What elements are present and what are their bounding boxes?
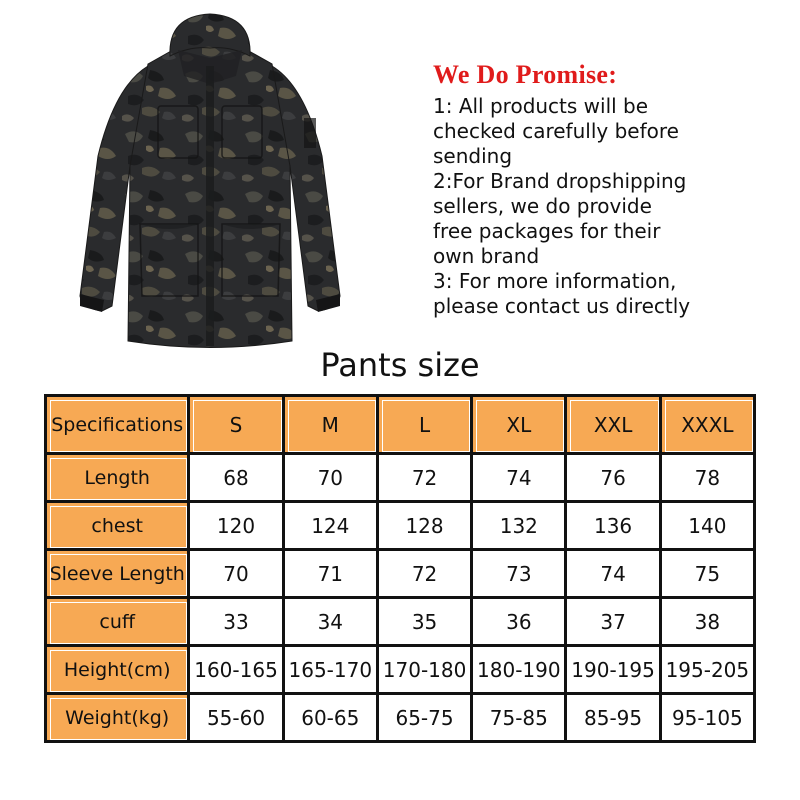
value-cell: 36 bbox=[473, 599, 567, 647]
value-cell: 37 bbox=[567, 599, 661, 647]
promise-line: please contact us directly bbox=[433, 294, 691, 318]
promise-line: checked carefully before bbox=[433, 119, 679, 143]
value-cell: 38 bbox=[662, 599, 756, 647]
value-cell: 136 bbox=[567, 503, 661, 551]
value-cell: 55-60 bbox=[190, 695, 284, 743]
value-cell: 75-85 bbox=[473, 695, 567, 743]
value-cell: 73 bbox=[473, 551, 567, 599]
promise-line: own brand bbox=[433, 244, 540, 268]
value-cell: 60-65 bbox=[285, 695, 379, 743]
table-row bbox=[47, 647, 756, 695]
promise-line: sellers, we do provide bbox=[433, 194, 652, 218]
table-row bbox=[47, 455, 756, 503]
value-cell: 75 bbox=[662, 551, 756, 599]
table-header-row bbox=[47, 397, 756, 455]
row-label-cell: cuff bbox=[47, 599, 190, 647]
size-header-cell: M bbox=[285, 397, 379, 455]
value-cell: 33 bbox=[190, 599, 284, 647]
value-cell: 72 bbox=[379, 551, 473, 599]
value-cell: 128 bbox=[379, 503, 473, 551]
value-cell: 76 bbox=[567, 455, 661, 503]
size-table bbox=[44, 394, 756, 743]
promise-block bbox=[433, 60, 793, 319]
row-label-cell: chest bbox=[47, 503, 190, 551]
value-cell: 74 bbox=[473, 455, 567, 503]
value-cell: 34 bbox=[285, 599, 379, 647]
size-header-cell: L bbox=[379, 397, 473, 455]
value-cell: 70 bbox=[190, 551, 284, 599]
promise-title: We Do Promise: bbox=[433, 60, 618, 89]
promise-line: 3: For more information, bbox=[433, 269, 677, 293]
size-header-cell: XXL bbox=[567, 397, 661, 455]
value-cell: 132 bbox=[473, 503, 567, 551]
table-row bbox=[47, 503, 756, 551]
header-label-cell: Specifications bbox=[47, 397, 190, 455]
row-label-cell: Height(cm) bbox=[47, 647, 190, 695]
value-cell: 95-105 bbox=[662, 695, 756, 743]
value-cell: 70 bbox=[285, 455, 379, 503]
value-cell: 72 bbox=[379, 455, 473, 503]
value-cell: 35 bbox=[379, 599, 473, 647]
row-label-cell: Weight(kg) bbox=[47, 695, 190, 743]
value-cell: 180-190 bbox=[473, 647, 567, 695]
value-cell: 78 bbox=[662, 455, 756, 503]
value-cell: 71 bbox=[285, 551, 379, 599]
promise-line: free packages for their bbox=[433, 219, 661, 243]
size-header-cell: XL bbox=[473, 397, 567, 455]
promise-line: sending bbox=[433, 144, 513, 168]
value-cell: 170-180 bbox=[379, 647, 473, 695]
value-cell: 140 bbox=[662, 503, 756, 551]
table-row bbox=[47, 695, 756, 743]
value-cell: 74 bbox=[567, 551, 661, 599]
value-cell: 195-205 bbox=[662, 647, 756, 695]
promise-line: 2:For Brand dropshipping bbox=[433, 169, 687, 193]
value-cell: 85-95 bbox=[567, 695, 661, 743]
row-label-cell: Sleeve Length bbox=[47, 551, 190, 599]
size-header-cell: XXXL bbox=[662, 397, 756, 455]
table-row bbox=[47, 551, 756, 599]
value-cell: 68 bbox=[190, 455, 284, 503]
value-cell: 165-170 bbox=[285, 647, 379, 695]
value-cell: 124 bbox=[285, 503, 379, 551]
size-header-cell: S bbox=[190, 397, 284, 455]
row-label-cell: Length bbox=[47, 455, 190, 503]
value-cell: 65-75 bbox=[379, 695, 473, 743]
jacket-image bbox=[60, 6, 360, 354]
promise-line: 1: All products will be bbox=[433, 94, 649, 118]
value-cell: 160-165 bbox=[190, 647, 284, 695]
size-chart-title: Pants size bbox=[320, 346, 480, 384]
value-cell: 190-195 bbox=[567, 647, 661, 695]
value-cell: 120 bbox=[190, 503, 284, 551]
table-row bbox=[47, 599, 756, 647]
